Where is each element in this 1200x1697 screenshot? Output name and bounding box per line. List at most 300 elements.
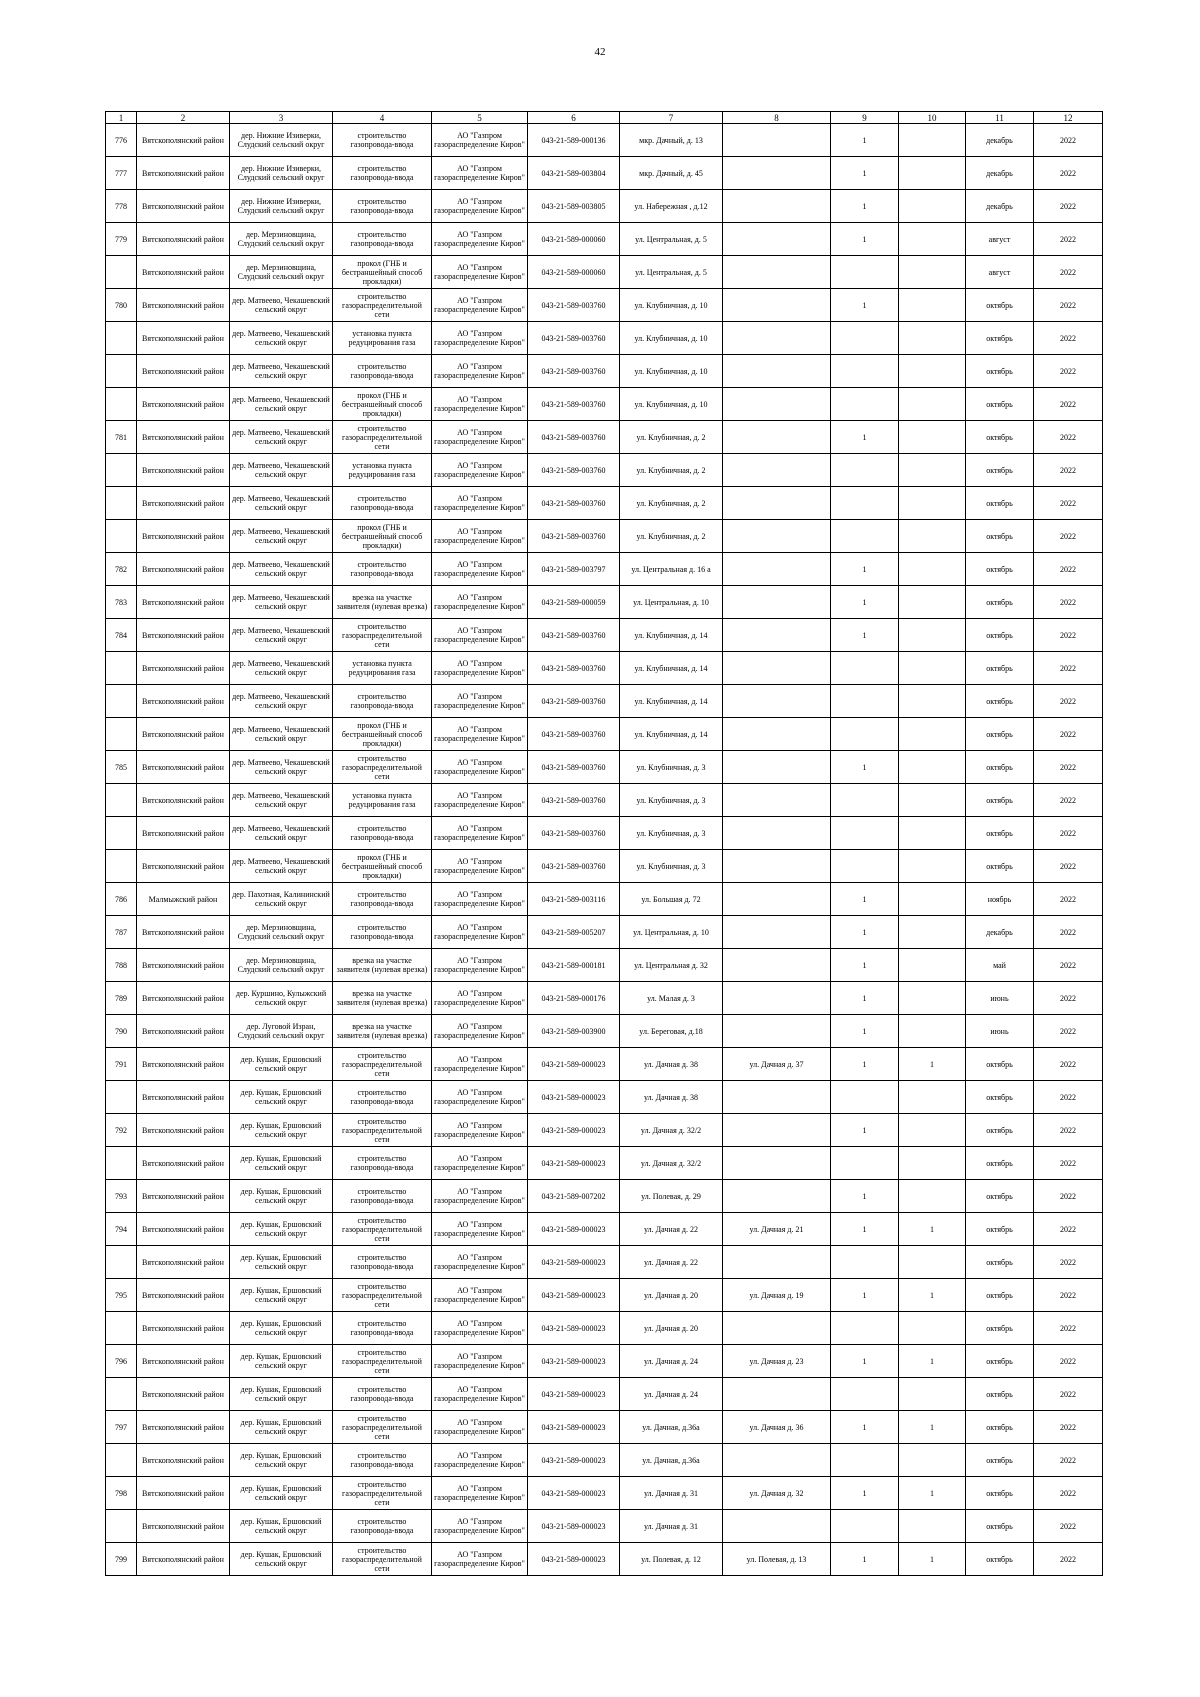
- table-cell: Вятскополянский район: [137, 751, 230, 784]
- header-cell: 10: [899, 112, 966, 124]
- table-cell: [723, 1378, 831, 1411]
- table-cell: [899, 355, 966, 388]
- table-cell: строительство газопровода-ввода: [333, 1147, 432, 1180]
- table-cell: ул. Клубничная, д. 14: [620, 652, 723, 685]
- table-cell: октябрь: [966, 1048, 1034, 1081]
- table-cell: 043-21-589-003805: [528, 190, 620, 223]
- table-cell: АО "Газпром газораспределение Киров": [432, 1411, 528, 1444]
- table-cell: 2022: [1034, 520, 1103, 553]
- table-cell: ул. Клубничная, д. 10: [620, 388, 723, 421]
- table-cell: [106, 487, 137, 520]
- table-cell: [899, 1246, 966, 1279]
- table-row: [106, 1279, 1103, 1312]
- table-cell: ул. Набережная , д.12: [620, 190, 723, 223]
- table-cell: 1: [831, 1114, 899, 1147]
- table-cell: 782: [106, 553, 137, 586]
- table-cell: [723, 652, 831, 685]
- table-cell: строительство газопровода-ввода: [333, 1180, 432, 1213]
- table-cell: Вятскополянский район: [137, 1246, 230, 1279]
- table-cell: август: [966, 256, 1034, 289]
- table-cell: мкр. Дачный, д. 45: [620, 157, 723, 190]
- table-cell: [899, 1081, 966, 1114]
- table-cell: [831, 685, 899, 718]
- table-cell: 043-21-589-000023: [528, 1477, 620, 1510]
- table-row: [106, 1180, 1103, 1213]
- table-cell: 043-21-589-003760: [528, 784, 620, 817]
- table-cell: АО "Газпром газораспределение Киров": [432, 553, 528, 586]
- table-cell: 043-21-589-003760: [528, 388, 620, 421]
- table-cell: [723, 322, 831, 355]
- table-cell: ул. Дачная д. 37: [723, 1048, 831, 1081]
- table-cell: строительство газораспределительной сети: [333, 421, 432, 454]
- table-cell: 2022: [1034, 256, 1103, 289]
- table-cell: 1: [831, 1213, 899, 1246]
- table-cell: АО "Газпром газораспределение Киров": [432, 157, 528, 190]
- table-cell: АО "Газпром газораспределение Киров": [432, 817, 528, 850]
- table-cell: прокол (ГНБ и бестраншейный способ прокладки): [333, 850, 432, 883]
- table-cell: 2022: [1034, 1015, 1103, 1048]
- table-cell: [723, 157, 831, 190]
- table-cell: строительство газопровода-ввода: [333, 817, 432, 850]
- table-cell: [831, 1378, 899, 1411]
- table-cell: АО "Газпром газораспределение Киров": [432, 1081, 528, 1114]
- table-cell: 043-21-589-000023: [528, 1147, 620, 1180]
- table-cell: АО "Газпром газораспределение Киров": [432, 1345, 528, 1378]
- header-cell: 3: [230, 112, 333, 124]
- table-cell: прокол (ГНБ и бестраншейный способ прокладки): [333, 388, 432, 421]
- table-row: [106, 1246, 1103, 1279]
- table-cell: [899, 289, 966, 322]
- table-cell: дер. Матвеево, Чекашевский сельский округ: [230, 685, 333, 718]
- table-cell: ул. Клубничная, д. 14: [620, 685, 723, 718]
- table-row: [106, 289, 1103, 322]
- table-cell: [899, 190, 966, 223]
- table-cell: [899, 421, 966, 454]
- table-cell: АО "Газпром газораспределение Киров": [432, 289, 528, 322]
- table-cell: АО "Газпром газораспределение Киров": [432, 652, 528, 685]
- table-cell: Вятскополянский район: [137, 1015, 230, 1048]
- table-cell: 776: [106, 124, 137, 157]
- table-cell: 2022: [1034, 1345, 1103, 1378]
- table-cell: октябрь: [966, 289, 1034, 322]
- table-cell: ул. Дачная д. 22: [620, 1213, 723, 1246]
- table-cell: дер. Кушак, Ершовский сельский округ: [230, 1246, 333, 1279]
- table-cell: 1: [831, 619, 899, 652]
- table-cell: Вятскополянский район: [137, 1180, 230, 1213]
- table-cell: ул. Дачная д. 22: [620, 1246, 723, 1279]
- table-cell: октябрь: [966, 1180, 1034, 1213]
- table-cell: АО "Газпром газораспределение Киров": [432, 949, 528, 982]
- table-cell: ул. Дачная д. 24: [620, 1345, 723, 1378]
- table-cell: 2022: [1034, 1213, 1103, 1246]
- table-cell: декабрь: [966, 190, 1034, 223]
- table-cell: Вятскополянский район: [137, 1411, 230, 1444]
- table-cell: ул. Дачная д. 21: [723, 1213, 831, 1246]
- table-cell: октябрь: [966, 1279, 1034, 1312]
- table-row: [106, 1543, 1103, 1576]
- header-cell: 11: [966, 112, 1034, 124]
- table-cell: 043-21-589-000136: [528, 124, 620, 157]
- table-cell: ул. Центральная, д. 5: [620, 256, 723, 289]
- table-cell: [723, 289, 831, 322]
- header-cell: 7: [620, 112, 723, 124]
- table-cell: 2022: [1034, 1411, 1103, 1444]
- table-cell: Вятскополянский район: [137, 586, 230, 619]
- table-cell: [899, 256, 966, 289]
- table-cell: дер. Матвеево, Чекашевский сельский округ: [230, 718, 333, 751]
- table-cell: строительство газораспределительной сети: [333, 1213, 432, 1246]
- header-cell: 9: [831, 112, 899, 124]
- table-cell: 1: [831, 883, 899, 916]
- table-cell: 043-21-589-000023: [528, 1411, 620, 1444]
- table-cell: [831, 256, 899, 289]
- table-cell: 2022: [1034, 289, 1103, 322]
- table-cell: [106, 1081, 137, 1114]
- table-cell: октябрь: [966, 1345, 1034, 1378]
- table-cell: [723, 949, 831, 982]
- table-cell: октябрь: [966, 1246, 1034, 1279]
- table-cell: дер. Матвеево, Чекашевский сельский округ: [230, 487, 333, 520]
- table-cell: дер. Кушак, Ершовский сельский округ: [230, 1378, 333, 1411]
- table-cell: [899, 388, 966, 421]
- table-cell: 1: [831, 190, 899, 223]
- table-cell: октябрь: [966, 1114, 1034, 1147]
- table-cell: [723, 553, 831, 586]
- table-cell: строительство газораспределительной сети: [333, 751, 432, 784]
- table-cell: АО "Газпром газораспределение Киров": [432, 1312, 528, 1345]
- table-cell: октябрь: [966, 751, 1034, 784]
- header-cell: 4: [333, 112, 432, 124]
- table-cell: строительство газопровода-ввода: [333, 916, 432, 949]
- table-cell: дер. Нижние Изиверки, Слудский сельский округ: [230, 157, 333, 190]
- table-cell: Вятскополянский район: [137, 1312, 230, 1345]
- table-cell: [106, 850, 137, 883]
- table-cell: 2022: [1034, 1279, 1103, 1312]
- table-cell: 043-21-589-003116: [528, 883, 620, 916]
- table-cell: дер. Кушак, Ершовский сельский округ: [230, 1411, 333, 1444]
- table-row: [106, 256, 1103, 289]
- table-row: [106, 751, 1103, 784]
- table-cell: дер. Матвеево, Чекашевский сельский округ: [230, 322, 333, 355]
- table-cell: АО "Газпром газораспределение Киров": [432, 1048, 528, 1081]
- table-cell: 2022: [1034, 223, 1103, 256]
- table-cell: 2022: [1034, 1510, 1103, 1543]
- table-cell: дер. Матвеево, Чекашевский сельский округ: [230, 784, 333, 817]
- table-cell: врезка на участке заявителя (нулевая врезка): [333, 1015, 432, 1048]
- table-cell: строительство газопровода-ввода: [333, 1378, 432, 1411]
- table-cell: [106, 454, 137, 487]
- table-cell: [899, 223, 966, 256]
- table-cell: дер. Кушак, Ершовский сельский округ: [230, 1543, 333, 1576]
- table-cell: Вятскополянский район: [137, 289, 230, 322]
- table-cell: АО "Газпром газораспределение Киров": [432, 1378, 528, 1411]
- table-cell: 1: [899, 1213, 966, 1246]
- header-cell: 1: [106, 112, 137, 124]
- table-cell: 795: [106, 1279, 137, 1312]
- table-cell: [899, 685, 966, 718]
- table-cell: [723, 421, 831, 454]
- table-cell: ул. Дачная д. 38: [620, 1048, 723, 1081]
- table-cell: 2022: [1034, 817, 1103, 850]
- table-cell: 043-21-589-003760: [528, 421, 620, 454]
- table-cell: дер. Матвеево, Чекашевский сельский округ: [230, 817, 333, 850]
- table-cell: 2022: [1034, 850, 1103, 883]
- table-cell: ул. Центральная, д. 10: [620, 916, 723, 949]
- table-cell: 1: [899, 1345, 966, 1378]
- table-cell: [723, 1114, 831, 1147]
- table-cell: 043-21-589-003900: [528, 1015, 620, 1048]
- table-cell: ул. Клубничная, д. 3: [620, 784, 723, 817]
- table-cell: октябрь: [966, 586, 1034, 619]
- table-cell: Вятскополянский район: [137, 1213, 230, 1246]
- table-cell: установка пункта редуцирования газа: [333, 454, 432, 487]
- table-cell: строительство газораспределительной сети: [333, 1477, 432, 1510]
- table-cell: дер. Кушак, Ершовский сельский округ: [230, 1345, 333, 1378]
- table-cell: август: [966, 223, 1034, 256]
- table-cell: дер. Матвеево, Чекашевский сельский округ: [230, 751, 333, 784]
- table-cell: октябрь: [966, 1510, 1034, 1543]
- table-cell: ул. Дачная д. 32/2: [620, 1114, 723, 1147]
- table-cell: [831, 817, 899, 850]
- table-cell: [723, 1015, 831, 1048]
- table-cell: строительство газопровода-ввода: [333, 1312, 432, 1345]
- table-cell: [106, 388, 137, 421]
- table-cell: Вятскополянский район: [137, 157, 230, 190]
- table-cell: 043-21-589-000060: [528, 223, 620, 256]
- table-cell: прокол (ГНБ и бестраншейный способ прокладки): [333, 256, 432, 289]
- table-row: [106, 1477, 1103, 1510]
- table-cell: [899, 718, 966, 751]
- table-cell: [723, 1180, 831, 1213]
- table-cell: прокол (ГНБ и бестраншейный способ прокладки): [333, 718, 432, 751]
- table-cell: дер. Пахотная, Калининский сельский округ: [230, 883, 333, 916]
- table-cell: строительство газопровода-ввода: [333, 190, 432, 223]
- table-row: [106, 487, 1103, 520]
- table-cell: Вятскополянский район: [137, 256, 230, 289]
- table-cell: [899, 454, 966, 487]
- table-cell: [899, 850, 966, 883]
- table-cell: дер. Матвеево, Чекашевский сельский округ: [230, 619, 333, 652]
- table-cell: 2022: [1034, 916, 1103, 949]
- table-cell: [831, 1147, 899, 1180]
- table-cell: [899, 1510, 966, 1543]
- table-cell: 777: [106, 157, 137, 190]
- table-cell: 043-21-589-003760: [528, 355, 620, 388]
- table-cell: врезка на участке заявителя (нулевая врезка): [333, 586, 432, 619]
- table-cell: Вятскополянский район: [137, 685, 230, 718]
- table-row: [106, 124, 1103, 157]
- table-cell: 1: [831, 1048, 899, 1081]
- table-cell: дер. Кушак, Ершовский сельский округ: [230, 1147, 333, 1180]
- table-cell: дер. Кушак, Ершовский сельский округ: [230, 1114, 333, 1147]
- table-cell: октябрь: [966, 619, 1034, 652]
- table-cell: 792: [106, 1114, 137, 1147]
- table-cell: 1: [899, 1279, 966, 1312]
- table-cell: 2022: [1034, 619, 1103, 652]
- table-cell: Вятскополянский район: [137, 355, 230, 388]
- table-cell: ул. Клубничная, д. 10: [620, 289, 723, 322]
- table-cell: Вятскополянский район: [137, 223, 230, 256]
- table-cell: ул. Дачная д. 20: [620, 1279, 723, 1312]
- table-cell: 2022: [1034, 949, 1103, 982]
- table-cell: строительство газопровода-ввода: [333, 883, 432, 916]
- table-cell: [831, 322, 899, 355]
- table-cell: 793: [106, 1180, 137, 1213]
- table-cell: 043-21-589-003760: [528, 718, 620, 751]
- table-cell: 1: [831, 1279, 899, 1312]
- table-cell: 043-21-589-000181: [528, 949, 620, 982]
- table-cell: Вятскополянский район: [137, 784, 230, 817]
- table-cell: дер. Матвеево, Чекашевский сельский округ: [230, 850, 333, 883]
- table-cell: 043-21-589-000023: [528, 1345, 620, 1378]
- table-cell: строительство газопровода-ввода: [333, 1444, 432, 1477]
- table-cell: [723, 982, 831, 1015]
- table-cell: 2022: [1034, 124, 1103, 157]
- table-row: [106, 421, 1103, 454]
- table-cell: 043-21-589-003760: [528, 751, 620, 784]
- table-cell: 043-21-589-000176: [528, 982, 620, 1015]
- table-cell: дер. Кушак, Ершовский сельский округ: [230, 1312, 333, 1345]
- table-cell: [723, 718, 831, 751]
- table-cell: Вятскополянский район: [137, 1378, 230, 1411]
- table-cell: АО "Газпром газораспределение Киров": [432, 784, 528, 817]
- table-cell: 1: [899, 1048, 966, 1081]
- table-cell: ул. Дачная д. 32: [723, 1477, 831, 1510]
- table-cell: дер. Мерзиновщина, Слудский сельский округ: [230, 949, 333, 982]
- table-cell: 1: [831, 553, 899, 586]
- table-cell: АО "Газпром газораспределение Киров": [432, 1147, 528, 1180]
- table-cell: 1: [831, 1345, 899, 1378]
- table-cell: [899, 883, 966, 916]
- table-cell: Вятскополянский район: [137, 652, 230, 685]
- table-cell: ул. Малая д. 3: [620, 982, 723, 1015]
- table-cell: 043-21-589-003804: [528, 157, 620, 190]
- table-cell: врезка на участке заявителя (нулевая врезка): [333, 982, 432, 1015]
- table-cell: дер. Матвеево, Чекашевский сельский округ: [230, 421, 333, 454]
- table-row: [106, 916, 1103, 949]
- table-cell: Вятскополянский район: [137, 190, 230, 223]
- table-cell: июнь: [966, 1015, 1034, 1048]
- table-cell: 2022: [1034, 784, 1103, 817]
- table-cell: [723, 1444, 831, 1477]
- table-cell: 791: [106, 1048, 137, 1081]
- table-cell: октябрь: [966, 322, 1034, 355]
- table-cell: ул. Полевая, д. 13: [723, 1543, 831, 1576]
- table-row: [106, 223, 1103, 256]
- table-cell: [899, 1378, 966, 1411]
- table-cell: [831, 850, 899, 883]
- header-cell: 8: [723, 112, 831, 124]
- table-cell: 043-21-589-003760: [528, 520, 620, 553]
- table-cell: 1: [831, 916, 899, 949]
- table-cell: 043-21-589-003797: [528, 553, 620, 586]
- table-row: [106, 718, 1103, 751]
- table-cell: [831, 1246, 899, 1279]
- table-cell: [723, 1312, 831, 1345]
- table-cell: АО "Газпром газораспределение Киров": [432, 124, 528, 157]
- table-cell: АО "Газпром газораспределение Киров": [432, 850, 528, 883]
- table-cell: [106, 1378, 137, 1411]
- table-cell: [723, 586, 831, 619]
- table-cell: АО "Газпром газораспределение Киров": [432, 718, 528, 751]
- header-cell: 6: [528, 112, 620, 124]
- table-cell: [106, 817, 137, 850]
- table-cell: Малмыжский район: [137, 883, 230, 916]
- table-cell: строительство газопровода-ввода: [333, 685, 432, 718]
- table-cell: Вятскополянский район: [137, 388, 230, 421]
- table-cell: АО "Газпром газораспределение Киров": [432, 751, 528, 784]
- table-row: [106, 520, 1103, 553]
- table-cell: 790: [106, 1015, 137, 1048]
- table-cell: ул. Дачная д. 24: [620, 1378, 723, 1411]
- table-cell: АО "Газпром газораспределение Киров": [432, 1510, 528, 1543]
- table-cell: дер. Кушак, Ершовский сельский округ: [230, 1444, 333, 1477]
- table-cell: [899, 1444, 966, 1477]
- table-cell: АО "Газпром газораспределение Киров": [432, 421, 528, 454]
- table-cell: октябрь: [966, 1378, 1034, 1411]
- table-row: [106, 190, 1103, 223]
- table-row: [106, 1312, 1103, 1345]
- table-cell: 1: [831, 751, 899, 784]
- table-cell: ул. Клубничная, д. 2: [620, 421, 723, 454]
- table-cell: октябрь: [966, 1312, 1034, 1345]
- table-cell: октябрь: [966, 817, 1034, 850]
- table-cell: [899, 652, 966, 685]
- table-cell: Вятскополянский район: [137, 1279, 230, 1312]
- table-cell: [899, 1015, 966, 1048]
- table-cell: октябрь: [966, 1081, 1034, 1114]
- table-cell: октябрь: [966, 388, 1034, 421]
- table-cell: 043-21-589-000023: [528, 1246, 620, 1279]
- table-cell: [723, 1510, 831, 1543]
- table-cell: Вятскополянский район: [137, 454, 230, 487]
- table-cell: Вятскополянский район: [137, 1477, 230, 1510]
- table-cell: [899, 1147, 966, 1180]
- table-cell: [831, 388, 899, 421]
- table-cell: дер. Мерзиновщина, Слудский сельский округ: [230, 223, 333, 256]
- table-row: [106, 883, 1103, 916]
- table-cell: ул. Центральная, д. 10: [620, 586, 723, 619]
- table-cell: [723, 916, 831, 949]
- table-cell: [723, 124, 831, 157]
- table-cell: [899, 487, 966, 520]
- table-cell: 043-21-589-003760: [528, 619, 620, 652]
- table-cell: [723, 487, 831, 520]
- table-cell: 798: [106, 1477, 137, 1510]
- table-cell: [899, 520, 966, 553]
- table-cell: АО "Газпром газораспределение Киров": [432, 586, 528, 619]
- table-cell: [106, 652, 137, 685]
- table-cell: ул. Клубничная, д. 2: [620, 487, 723, 520]
- table-cell: 2022: [1034, 1312, 1103, 1345]
- table-cell: [899, 949, 966, 982]
- table-cell: ул. Клубничная, д. 2: [620, 454, 723, 487]
- table-cell: АО "Газпром газораспределение Киров": [432, 223, 528, 256]
- table-cell: 2022: [1034, 388, 1103, 421]
- table-row: [106, 1345, 1103, 1378]
- table-cell: Вятскополянский район: [137, 1048, 230, 1081]
- table-cell: Вятскополянский район: [137, 1510, 230, 1543]
- table-cell: дер. Мерзиновщина, Слудский сельский округ: [230, 256, 333, 289]
- table-cell: ул. Дачная, д.36а: [620, 1411, 723, 1444]
- table-row: [106, 1411, 1103, 1444]
- table-cell: [723, 1246, 831, 1279]
- table-cell: [899, 1180, 966, 1213]
- table-cell: [723, 1147, 831, 1180]
- table-cell: АО "Газпром газораспределение Киров": [432, 1015, 528, 1048]
- table-cell: ул. Дачная д. 31: [620, 1510, 723, 1543]
- table-cell: строительство газопровода-ввода: [333, 223, 432, 256]
